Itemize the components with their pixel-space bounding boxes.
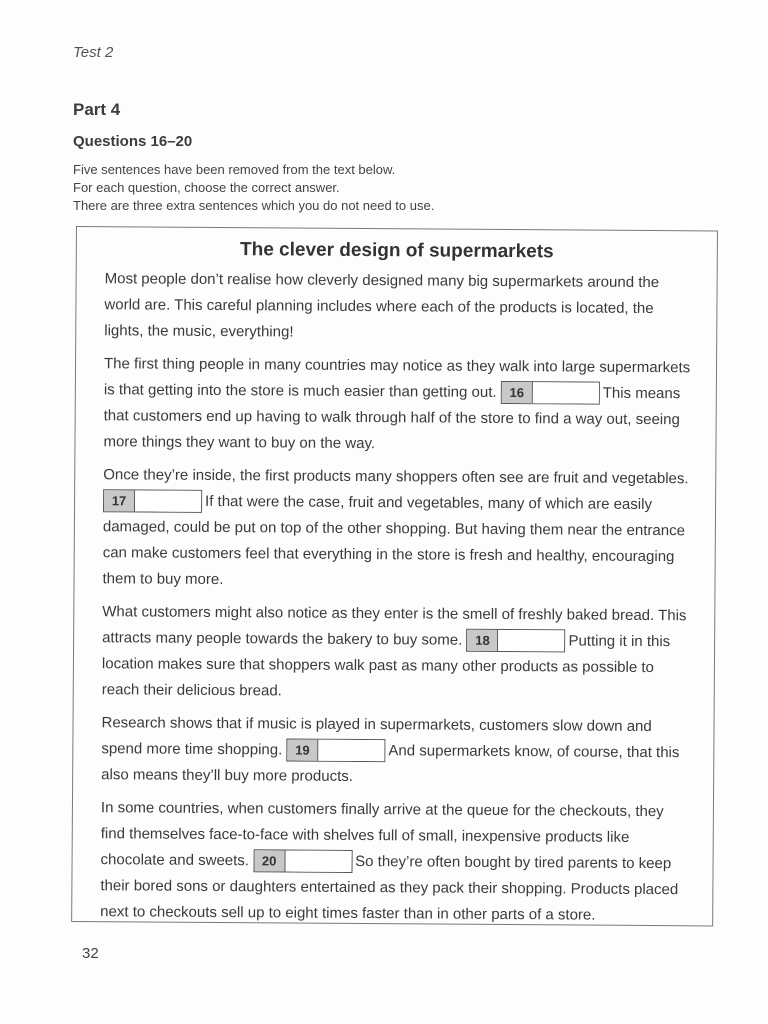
paragraph-text: Most people don’t realise how cleverly designed many big supermarkets around the world are. This careful planning includes where each of the products is located, the lights, the music, everything! xyxy=(104,270,660,341)
answer-gap-17[interactable] xyxy=(103,489,202,513)
answer-gap-20[interactable] xyxy=(253,849,352,873)
gap-number: 18 xyxy=(467,629,498,650)
gap-blank[interactable] xyxy=(318,739,384,760)
article-title: The clever design of supermarkets xyxy=(239,239,554,263)
paragraph-2 xyxy=(103,351,694,459)
paragraph-5 xyxy=(101,710,692,792)
answer-gap-19[interactable] xyxy=(286,738,385,762)
paragraph-text: Putting it in this location makes sure that shoppers walk past as many other products as possible to reach their delicious bread. xyxy=(101,632,671,700)
gap-number: 16 xyxy=(502,382,533,403)
paragraph-text: Research shows that if music is played in supermarkets, customers slow down and spend more time shopping. xyxy=(101,714,652,759)
gap-blank[interactable] xyxy=(498,629,564,650)
gap-blank[interactable] xyxy=(135,490,201,511)
paragraph-6 xyxy=(100,795,691,929)
gap-number: 19 xyxy=(287,739,318,760)
instruction-line: There are three extra sentences which you do not need to use. xyxy=(73,198,435,213)
article-body xyxy=(72,260,717,929)
gap-blank[interactable] xyxy=(285,850,351,871)
paragraph-text: And supermarkets know, of course, that this also means they’ll buy more products. xyxy=(101,742,680,785)
paragraph-text: The first thing people in many countries may notice as they walk into large supermarkets is that getting into the store is much easier than getting out. xyxy=(103,355,691,401)
instruction-line: For each question, choose the correct answer. xyxy=(73,180,340,195)
gap-number: 20 xyxy=(254,850,285,871)
paragraph-text: Once they’re inside, the first products many shoppers often see are fruit and vegetables. xyxy=(103,466,689,488)
part-title: Part 4 xyxy=(73,100,121,119)
paragraph-1 xyxy=(104,266,695,348)
instructions xyxy=(73,161,673,215)
paragraph-text: What customers might also notice as they enter is the smell of freshly baked bread. This attracts many people towards the bakery to buy some. xyxy=(102,603,687,649)
answer-gap-16[interactable] xyxy=(501,381,600,405)
paragraph-4 xyxy=(102,599,693,707)
gap-blank[interactable] xyxy=(533,382,599,403)
paragraph-text: This means that customers end up having to walk through half of the store to find a way out, seeing more things they want to buy on the way. xyxy=(103,384,681,453)
paragraph-text: So they’re often bought by tired parents to keep their bored sons or daughters entertained as they pack their shopping. Products placed next to checkouts sell up to eight times faster than in other parts of a store. xyxy=(100,852,679,924)
instruction-line: Five sentences have been removed from the text below. xyxy=(73,162,396,177)
paragraph-text: If that were the case, fruit and vegetables, many of which are easily damaged, could be put on top of the other shopping. But having them near the entrance can make customers feel that everything in the store is fresh and healthy, encouraging them to buy more. xyxy=(102,492,686,589)
paragraph-text: In some countries, when customers finally arrive at the queue for the checkouts, they find themselves face-to-face with shelves full of small, inexpensive products like chocolate and sweets. xyxy=(100,799,664,870)
reading-text-box xyxy=(71,226,718,926)
gap-number: 17 xyxy=(104,490,135,511)
questions-title: Questions 16–20 xyxy=(73,133,193,150)
paragraph-3 xyxy=(102,462,693,596)
page-number: 32 xyxy=(82,945,99,962)
test-label: Test 2 xyxy=(73,44,114,61)
answer-gap-18[interactable] xyxy=(466,628,565,652)
